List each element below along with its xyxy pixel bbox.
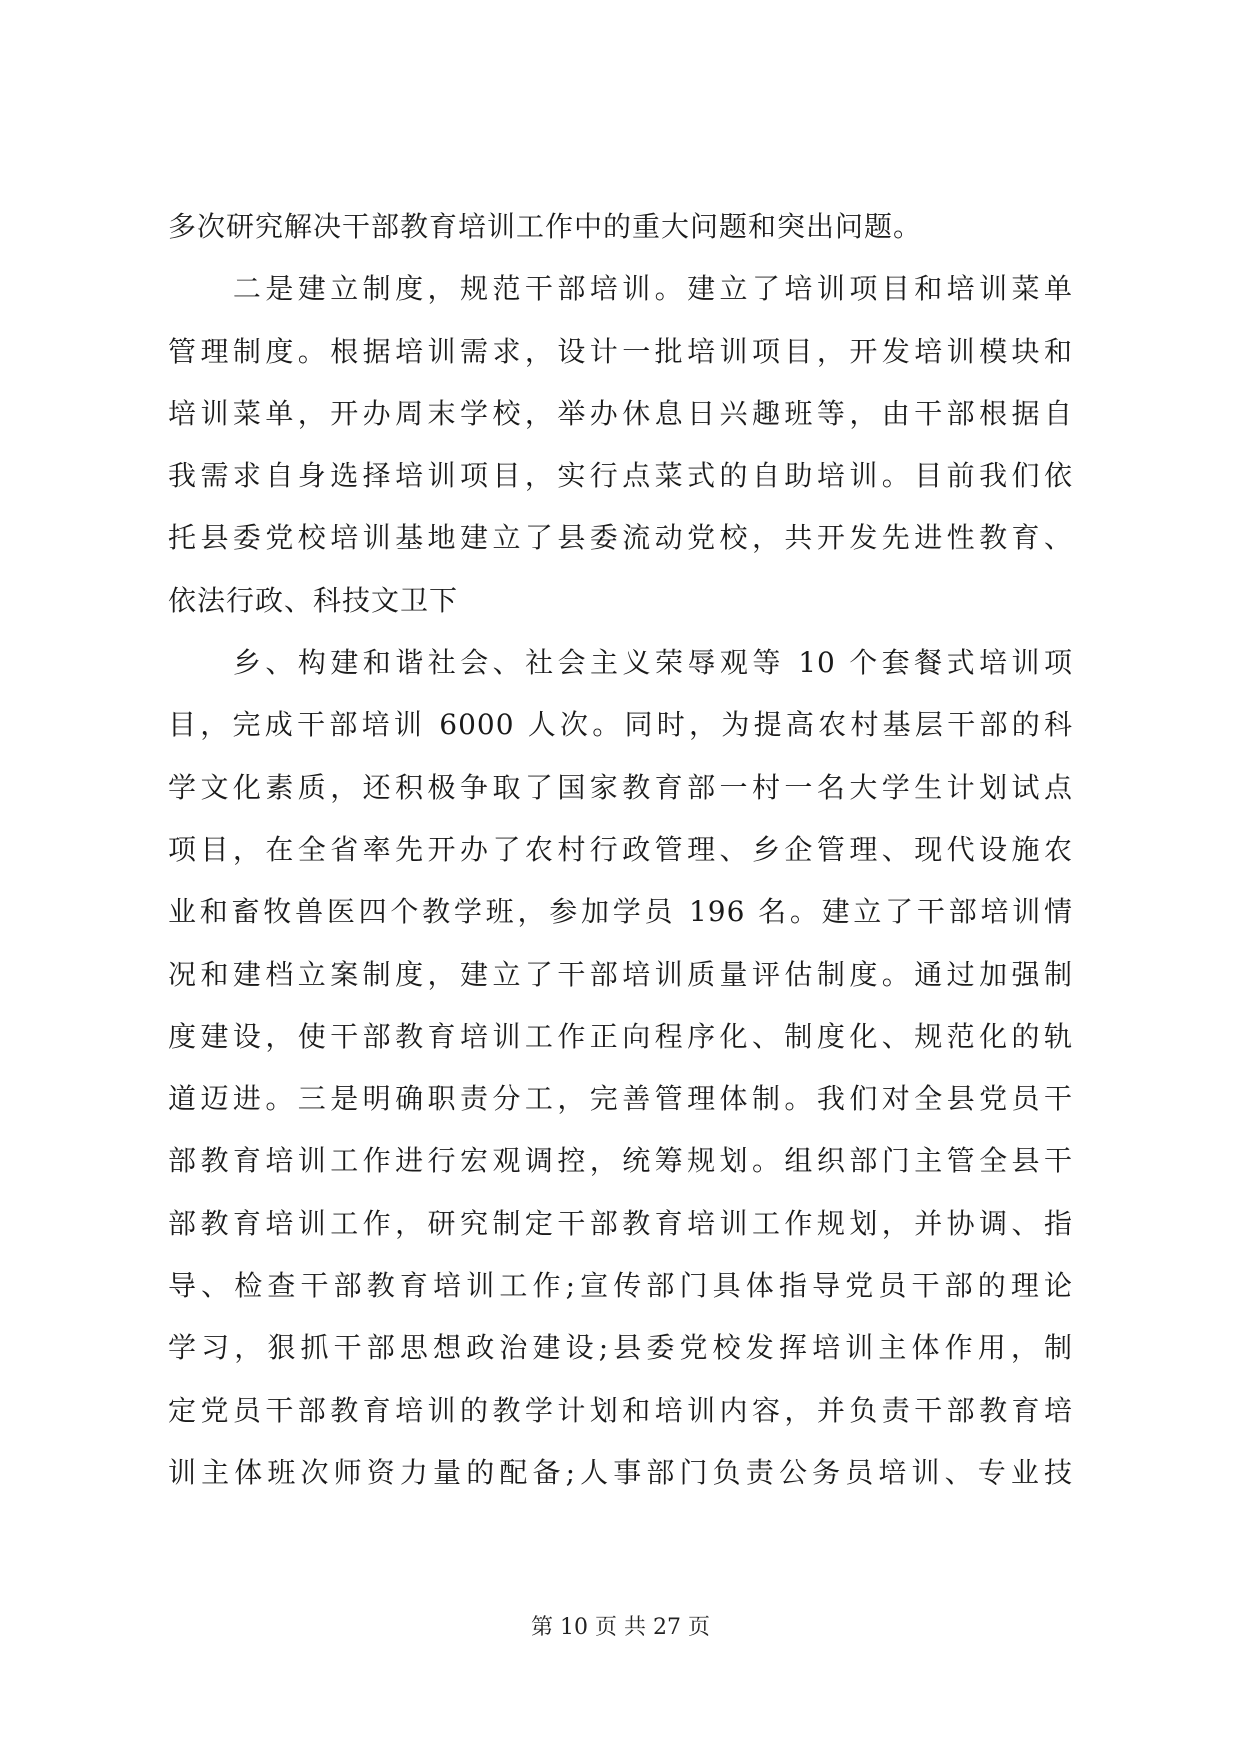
text-line: 部教育培训工作进行宏观调控，统筹规划。组织部门主管全县干 — [168, 1144, 1073, 1178]
text-line: 部教育培训工作，研究制定干部教育培训工作规划，并协调、指 — [168, 1206, 1073, 1240]
text-line: 况和建档立案制度，建立了干部培训质量评估制度。通过加强制 — [168, 957, 1073, 991]
text-line: 业和畜牧兽医四个教学班，参加学员 196 名。建立了干部培训情 — [168, 895, 1073, 929]
text-line: 多次研究解决干部教育培训工作中的重大问题和突出问题。 — [168, 210, 923, 243]
text-line: 目，完成干部培训 6000 人次。同时，为提高农村基层干部的科 — [168, 708, 1073, 742]
text-line: 学文化素质，还积极争取了国家教育部一村一名大学生计划试点 — [168, 770, 1073, 804]
text-line: 度建设，使干部教育培训工作正向程序化、制度化、规范化的轨 — [168, 1019, 1073, 1053]
text-line: 管理制度。根据培训需求，设计一批培训项目，开发培训模块和 — [168, 334, 1073, 368]
text-line: 项目，在全省率先开办了农村行政管理、乡企管理、现代设施农 — [168, 832, 1073, 866]
body-text — [168, 196, 1073, 1504]
page-number-footer: 第 10 页 共 27 页 — [531, 1615, 710, 1640]
text-line: 我需求自身选择培训项目，实行点菜式的自助培训。目前我们依 — [168, 459, 1073, 493]
text-line: 依法行政、科技文卫下 — [168, 583, 459, 617]
text-line: 培训菜单，开办周末学校，举办休息日兴趣班等，由干部根据自 — [168, 396, 1073, 430]
text-line: 学习，狠抓干部思想政治建设;县委党校发挥培训主体作用，制 — [168, 1331, 1073, 1365]
text-line: 乡、构建和谐社会、社会主义荣辱观等 10 个套餐式培训项 — [168, 646, 1073, 680]
text-line: 道迈进。三是明确职责分工，完善管理体制。我们对全县党员干 — [168, 1082, 1073, 1116]
text-line: 定党员干部教育培训的教学计划和培训内容，并负责干部教育培 — [168, 1393, 1073, 1427]
text-line: 托县委党校培训基地建立了县委流动党校，共开发先进性教育、 — [168, 521, 1073, 555]
text-line: 二是建立制度，规范干部培训。建立了培训项目和培训菜单 — [168, 272, 1073, 306]
text-line: 导、检查干部教育培训工作;宣传部门具体指导党员干部的理论 — [168, 1269, 1073, 1303]
text-line: 训主体班次师资力量的配备;人事部门负责公务员培训、专业技 — [168, 1455, 1073, 1489]
